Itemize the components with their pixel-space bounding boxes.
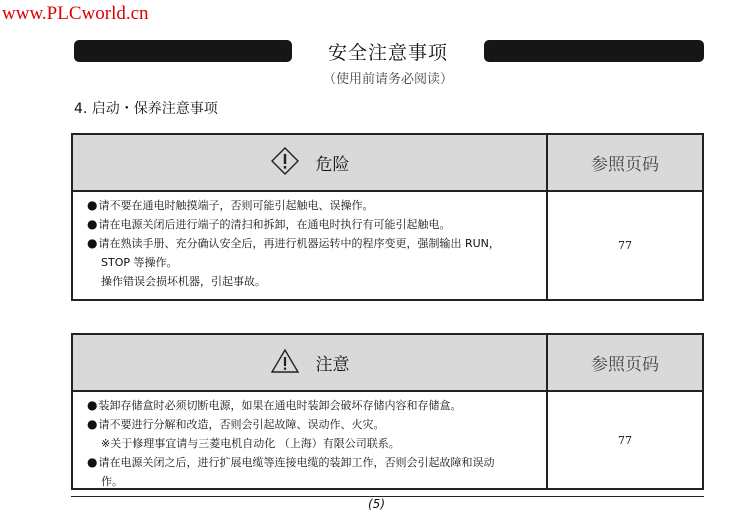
caution-note: ※关于修理事宜请与三菱电机自动化 （上海）有限公司联系。 [101, 437, 400, 450]
caution-line: ● 请不要进行分解和改造，否则会引起故障、误动作、火灾。 [87, 415, 546, 434]
caution-title-cell [73, 335, 546, 390]
danger-table [71, 133, 704, 301]
caution-line: ● 装卸存储盒时必须切断电源，如果在通电时装卸会破坏存储内容和存储盒。 [87, 396, 546, 415]
caution-content [73, 392, 546, 488]
danger-page-ref: 77 [546, 192, 702, 299]
watermark-text: www.PLCworld.cn [2, 3, 149, 24]
caution-line: 作。 [101, 475, 123, 488]
caution-table [71, 333, 704, 490]
danger-content [73, 192, 546, 299]
warning-diamond-icon [270, 146, 300, 180]
danger-line: STOP 等操作。 [101, 256, 178, 269]
danger-header [73, 135, 702, 192]
caution-page-ref: 77 [546, 392, 702, 488]
danger-line: ● 请在电源关闭后进行端子的清扫和拆卸，在通电时执行有可能引起触电。 [87, 215, 546, 234]
caution-label: 注意 [315, 355, 350, 375]
section-heading: 4. 启动・保养注意事项 [74, 101, 218, 117]
danger-title-cell [73, 135, 546, 190]
danger-line: 操作错误会损坏机器，引起事故。 [101, 275, 266, 288]
danger-ref-header: 参照页码 [546, 135, 702, 190]
page-number: (5) [368, 497, 385, 511]
page-subtitle: （使用前请务必阅读） [322, 72, 453, 87]
caution-line: ● 请在电源关闭之后，进行扩展电缆等连接电缆的装卸工作，否则会引起故障和误动 [87, 453, 546, 472]
danger-line: ● 请不要在通电时触摸端子，否则可能引起触电、误操作。 [87, 196, 546, 215]
danger-line: ● 请在熟读手册、充分确认安全后，再进行机器运转中的程序变更，强制输出 RUN， [87, 234, 546, 253]
warning-triangle-icon [270, 347, 300, 379]
caution-header [73, 335, 702, 392]
caution-body [73, 392, 702, 488]
header-bar-right [484, 40, 704, 62]
danger-label: 危险 [315, 155, 350, 175]
danger-body [73, 192, 702, 299]
page-title: 安全注意事项 [327, 42, 448, 64]
header-bar-left [74, 40, 292, 62]
caution-ref-header: 参照页码 [546, 335, 702, 390]
